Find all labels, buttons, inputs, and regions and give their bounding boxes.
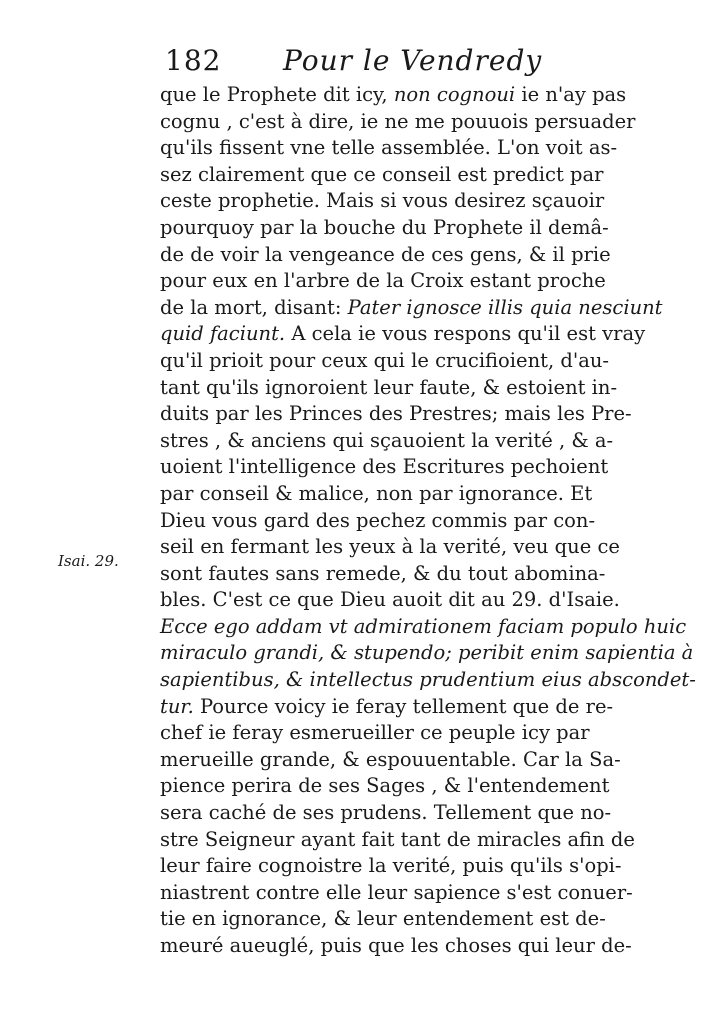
text-line — [160, 242, 611, 269]
line-roman-text: duits par les Princes des Prestres; mais les Pre- — [160, 402, 632, 426]
line-roman-text: tie en ignorance, & leur entendement est de- — [160, 907, 606, 931]
text-line — [160, 587, 620, 614]
text-line — [160, 508, 596, 535]
text-line — [160, 82, 627, 109]
text-line — [160, 109, 636, 136]
line-roman-text: niastrent contre elle leur sapience s'est conuer- — [160, 880, 633, 904]
text-line — [160, 534, 620, 561]
line-roman-text: chef ie feray esmerueiller ce peuple icy par — [160, 721, 590, 745]
line-italic-text: non cognoui — [393, 83, 516, 106]
line-roman-text: sez clairement que ce conseil est predict par — [160, 162, 604, 186]
text-line — [160, 162, 604, 189]
text-line — [160, 428, 614, 455]
text-line — [160, 880, 633, 907]
line-roman-text: stres , & anciens qui sçauoient la verité , & a- — [160, 428, 614, 452]
line-roman-text: bles. C'est ce que Dieu auoit dit au 29. d'Isaie. — [160, 588, 620, 612]
text-line — [160, 933, 632, 960]
line-roman-text: uoient l'intelligence des Escritures pechoient — [160, 455, 609, 479]
text-line — [160, 667, 696, 694]
text-line — [160, 188, 605, 215]
line-roman-text: sera caché de ses prudens. Tellement que no- — [160, 801, 612, 825]
line-italic-text: quid faciunt. — [160, 322, 286, 346]
line-roman-text: merueille grande, & espouuentable. Car la Sa- — [160, 747, 621, 771]
line-roman-text: qu'il prioit pour ceux qui le crucifioient, d'au- — [160, 348, 609, 372]
text-line — [160, 640, 694, 667]
line-roman-text: stre Seigneur ayant fait tant de miracles afin de — [160, 827, 635, 851]
line-roman-text: de la mort, disant: — [160, 295, 348, 319]
text-line — [160, 135, 618, 162]
line-roman-text: pourquoy par la bouche du Prophete il demâ- — [160, 215, 609, 239]
text-line — [160, 375, 618, 402]
line-roman-text: qu'ils fissent vne telle assemblée. L'on voit as- — [160, 136, 618, 160]
text-line — [160, 561, 606, 588]
text-line — [160, 348, 609, 375]
line-roman-tail: Pource voicy ie feray tellement que de re- — [193, 694, 614, 718]
line-roman-text: sont fautes sans remede, & du tout abomina- — [160, 561, 606, 585]
text-line — [160, 773, 610, 800]
line-roman-text: par conseil & malice, non par ignorance. Et — [160, 481, 593, 505]
line-roman-text: tant qu'ils ignoroient leur faute, & estoient in- — [160, 375, 618, 399]
running-head: Pour le Vendredy — [283, 44, 543, 77]
line-roman-text: ceste prophetie. Mais si vous desirez sçauoir — [160, 189, 605, 213]
text-line — [160, 747, 621, 774]
text-line — [160, 720, 590, 747]
text-line — [160, 481, 593, 508]
text-line — [160, 321, 646, 348]
text-line — [160, 215, 609, 242]
text-line — [160, 906, 606, 933]
text-line — [160, 853, 622, 880]
line-italic-text: Ecce ego addam vt admirationem faciam populo huic — [160, 614, 687, 638]
line-italic-text: sapientibus, & intellectus prudentium eius abscondet- — [160, 668, 696, 692]
line-italic-text: tur. — [160, 694, 194, 718]
line-roman-tail: ie n'ay pas — [515, 83, 627, 106]
margin-note: Isai. 29. — [58, 552, 119, 570]
text-line — [160, 295, 663, 322]
line-italic-text: Pater ignosce illis quia nesciunt — [347, 295, 663, 319]
line-roman-tail: A cela ie vous respons qu'il est vray — [285, 322, 646, 346]
line-roman-text: leur faire cognoistre la verité, puis qu'ils s'opi- — [160, 854, 622, 878]
line-roman-text: cognu , c'est à dire, ie ne me pouuois persuader — [160, 109, 636, 133]
text-line — [160, 454, 609, 481]
text-line — [160, 694, 614, 721]
line-roman-text: seil en fermant les yeux à la verité, veu que ce — [160, 535, 620, 559]
line-italic-text: miraculo grandi, & stupendo; peribit enim sapientia à — [160, 641, 694, 665]
page-number: 182 — [165, 44, 222, 77]
text-line — [160, 800, 612, 827]
text-line — [160, 401, 632, 428]
text-line — [160, 268, 606, 295]
line-roman-text: pour eux en l'arbre de la Croix estant proche — [160, 269, 606, 293]
line-roman-text: Dieu vous gard des pechez commis par con- — [160, 508, 596, 532]
line-roman-text: pience perira de ses Sages , & l'entendement — [160, 774, 610, 798]
line-roman-text: meuré aueuglé, puis que les choses qui leur de- — [160, 934, 632, 957]
line-roman-text: de de voir la vengeance de ces gens, & il prie — [160, 242, 611, 266]
text-line — [160, 827, 635, 854]
body-text — [160, 82, 696, 960]
text-line — [160, 614, 687, 641]
page-header — [165, 40, 543, 80]
line-roman-text: que le Prophete dit icy, — [160, 83, 394, 106]
